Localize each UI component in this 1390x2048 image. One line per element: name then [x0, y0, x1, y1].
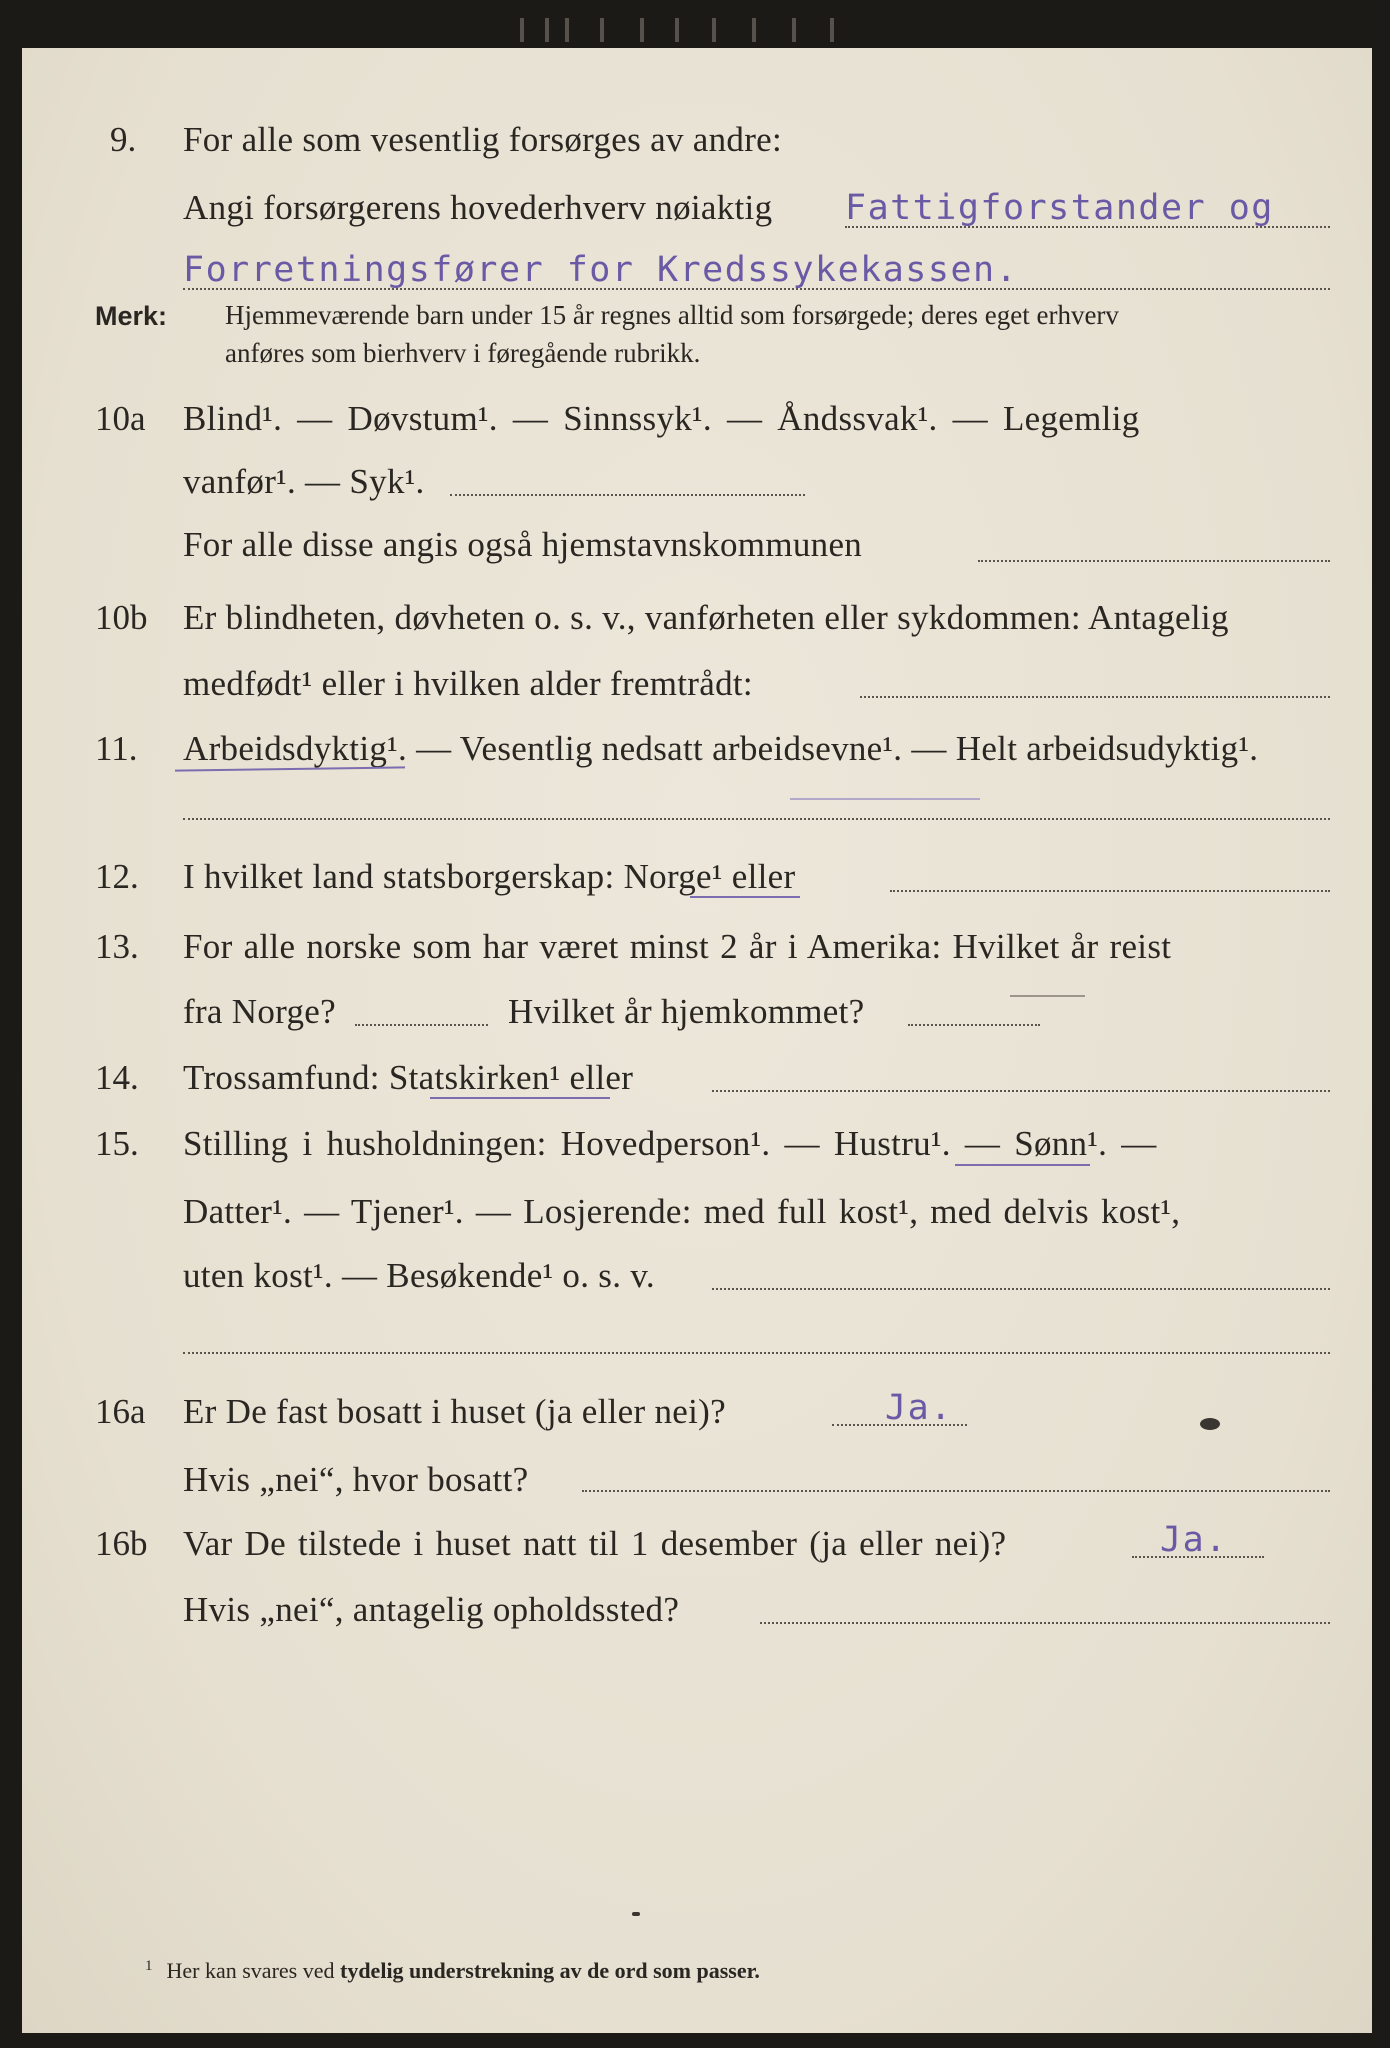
q15-line1b: ¹. — Sønn¹. —: [930, 1124, 1157, 1163]
binding-mark: [675, 18, 679, 42]
q9-answer-line1[interactable]: Fattigforstander og: [845, 188, 1274, 228]
q10a-syk-dotted-line[interactable]: [450, 494, 805, 496]
q13-line2b: Hvilket år hjemkommet?: [508, 992, 865, 1031]
binding-mark: [830, 18, 834, 42]
q14-underlined-answer[interactable]: Statskirken: [388, 1058, 550, 1097]
binding-mark: [752, 18, 756, 42]
merk-line2: anføres som bierhverv i føregående rubrikk.: [225, 338, 701, 368]
q10b-dotted-line[interactable]: [860, 696, 1330, 698]
q10a-line1: Blind¹. — Døvstum¹. — Sinnssyk¹. — Åndssvak¹. — Legemlig: [183, 399, 1140, 438]
question-number-10a: 10a: [95, 399, 146, 438]
question-number-16b: 16b: [95, 1524, 148, 1563]
merk-line1: Hjemmeværende barn under 15 år regnes alltid som forsørgede; deres eget erhverv: [225, 300, 1119, 330]
q16b-answer[interactable]: Ja.: [1160, 1520, 1228, 1560]
q10a-line2: vanfør¹. — Syk¹.: [183, 462, 425, 501]
q15-line3: uten kost¹. — Besøkende¹ o. s. v.: [183, 1256, 655, 1295]
question-number-10b: 10b: [95, 598, 148, 637]
q13-reist-dotted-line[interactable]: [355, 1024, 488, 1026]
q13-line1: For alle norske som har været minst 2 år i Amerika: Hvilket år reist: [183, 927, 1172, 966]
q13-line2a: fra Norge?: [183, 992, 336, 1031]
q10b-line2: medfødt¹ eller i hvilken alder fremtrådt:: [183, 664, 753, 703]
q15-dotted-line[interactable]: [712, 1288, 1330, 1290]
q16b-line2: Hvis „nei“, antagelig opholdssted?: [183, 1590, 680, 1629]
question-number-13: 13.: [95, 927, 139, 966]
q9-line2-label: Angi forsørgerens hovederhverv nøiaktig: [183, 188, 773, 227]
q14-rest: ¹ eller: [549, 1058, 634, 1097]
faint-pencil-stroke: [790, 798, 980, 800]
q15-line1: [183, 1122, 1157, 1166]
q14-underline-mark: [430, 1097, 610, 1099]
q11-rest: ¹. — Vesentlig nedsatt arbeidsevne¹. — Helt arbeidsudyktig¹.: [387, 729, 1259, 768]
binding-mark: [565, 18, 569, 42]
q16a-line2: Hvis „nei“, hvor bosatt?: [183, 1460, 529, 1499]
q15-underline-mark: [955, 1164, 1090, 1166]
q9-answer-dotted-line: [183, 288, 1330, 290]
question-number-16a: 16a: [95, 1392, 146, 1431]
question-number-15: 15.: [95, 1124, 139, 1163]
q9-line1: For alle som vesentlig forsørges av andre:: [183, 120, 783, 159]
q16a-answer[interactable]: Ja.: [885, 1388, 953, 1428]
q16a-bosatt-dotted-line[interactable]: [582, 1490, 1330, 1492]
binding-mark: [520, 18, 524, 42]
binding-mark: [545, 18, 549, 42]
q12-underlined-answer[interactable]: Norge: [623, 857, 712, 896]
binding-mark: [600, 18, 604, 42]
binding-mark: [640, 18, 644, 42]
q9-answer-dotted-line: [845, 226, 1330, 228]
q11-line: [183, 727, 1258, 771]
q12-label: I hvilket land statsborgerskap:: [183, 857, 615, 896]
footnote-bold: tydelig understrekning av de ord som passer.: [340, 1958, 760, 1983]
q16b-opholdssted-dotted-line[interactable]: [760, 1622, 1330, 1624]
q14-dotted-line[interactable]: [712, 1090, 1330, 1092]
q15-dotted-line-2[interactable]: [183, 1352, 1330, 1354]
ink-spot: [1200, 1418, 1220, 1430]
q9-answer-line2[interactable]: Forretningsfører for Kredssykekassen.: [183, 250, 1019, 290]
q11-dotted-line[interactable]: [183, 818, 1330, 820]
merk-label: Merk:: [95, 301, 168, 331]
footnote-mark: 1: [145, 1958, 153, 1974]
q14-line: [183, 1056, 633, 1100]
q14-label: Trossamfund:: [183, 1058, 380, 1097]
q10a-hjemstavn-dotted-line[interactable]: [978, 560, 1330, 562]
q10b-line1: Er blindheten, døvheten o. s. v., vanførheten eller sykdommen: Antagelig: [183, 598, 1229, 637]
binding-mark: [792, 18, 796, 42]
question-number-14: 14.: [95, 1058, 139, 1097]
question-number-11: 11.: [95, 729, 138, 768]
footnote: [145, 1958, 760, 1984]
q12-underline-mark: [690, 896, 800, 898]
q15-line1a: Stilling i husholdningen: Hovedperson¹. —: [183, 1124, 820, 1163]
question-number-9: 9.: [110, 120, 137, 159]
faint-pencil-stroke: [1010, 995, 1085, 997]
q11-underlined-answer[interactable]: Arbeidsdyktig: [183, 729, 388, 768]
stray-mark: [632, 1912, 640, 1916]
q12-dotted-line[interactable]: [890, 890, 1330, 892]
footnote-plain: Her kan svares ved: [166, 1958, 335, 1983]
q12-rest: ¹ eller: [711, 857, 796, 896]
q16b-line1: Var De tilstede i huset natt til 1 desember (ja eller nei)?: [183, 1524, 1007, 1563]
q13-hjemkommet-dotted-line[interactable]: [908, 1024, 1040, 1026]
q15-underlined-answer[interactable]: Hustru: [833, 1124, 931, 1163]
q12-line: [183, 855, 795, 899]
q10a-line3: For alle disse angis også hjemstavnskommunen: [183, 525, 863, 564]
binding-mark: [712, 18, 716, 42]
question-number-12: 12.: [95, 857, 139, 896]
q16a-line1: Er De fast bosatt i huset (ja eller nei)?: [183, 1392, 726, 1431]
q15-line2: Datter¹. — Tjener¹. — Losjerende: med full kost¹, med delvis kost¹,: [183, 1192, 1181, 1231]
